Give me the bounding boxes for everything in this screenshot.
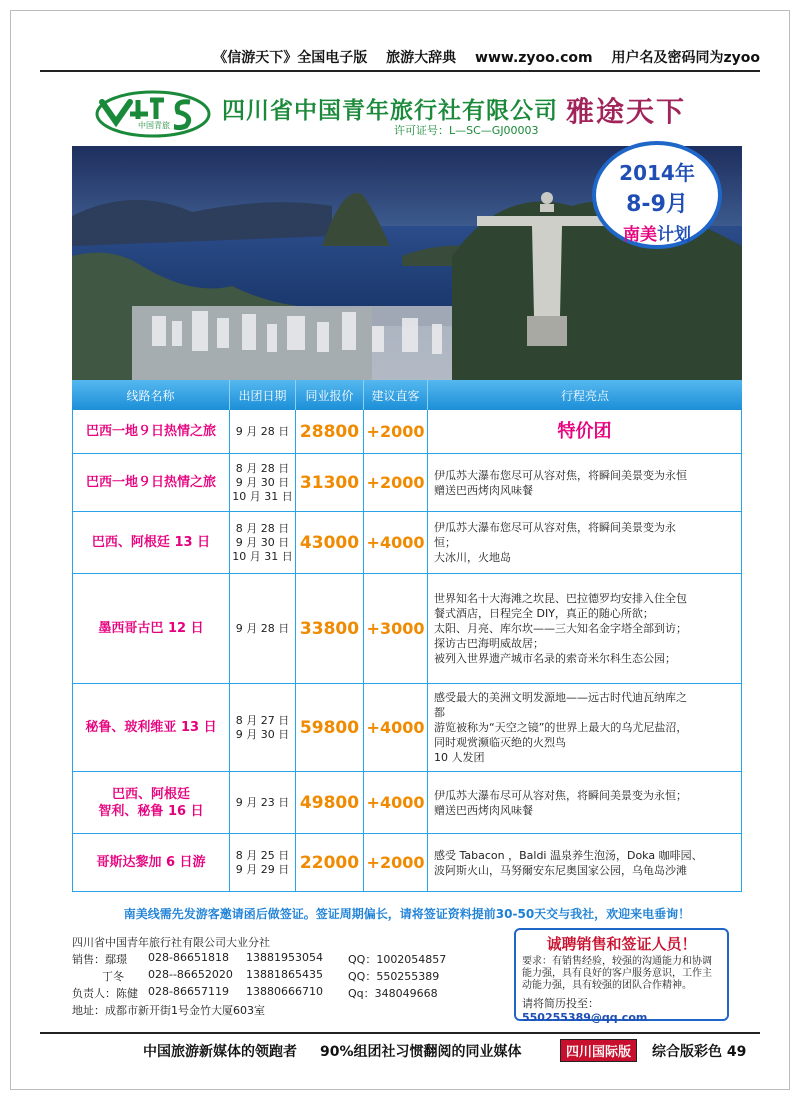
- retail-markup: +4000: [364, 684, 428, 772]
- recruit-box: [514, 928, 729, 1024]
- table-header-cell: 线路名称: [72, 380, 230, 410]
- itinerary-highlights: 伊瓜苏大瀑布您尽可从容对焦，将瞬间美景变为永 恒； 大冰川，火地岛: [428, 512, 742, 574]
- route-name: 巴西、阿根廷 13 日: [72, 512, 230, 574]
- trade-price: 28800: [296, 410, 364, 454]
- table-header-row: [72, 380, 742, 410]
- login-note: 用户名及密码同为zyoo: [611, 50, 760, 66]
- visa-notice: 南美线需先发游客邀请函后做签证。签证周期偏长，请将签证资料提前30-50天交与我社，欢迎来电垂询！: [123, 907, 691, 921]
- retail-markup: +2000: [364, 834, 428, 892]
- footer-slogan-2: 90%组团社习惯翻阅的同业媒体: [320, 1044, 522, 1060]
- sales1-label: 销售：鄢璟: [72, 953, 127, 966]
- route-name: 巴西一地９日热情之旅: [72, 410, 230, 454]
- itinerary-highlights: 伊瓜苏大瀑布尽可从容对焦，将瞬间美景变为永恒； 赠送巴西烤肉风味餐: [428, 772, 742, 834]
- badge-region: 南美计划: [623, 225, 691, 245]
- route-name: 哥斯达黎加 6 日游: [72, 834, 230, 892]
- table-row[interactable]: [72, 684, 742, 772]
- sales1-phone[interactable]: 028-86651818: [148, 951, 229, 964]
- departure-dates: 8 月 25 日 9 月 29 日: [230, 834, 296, 892]
- sales1-mobile[interactable]: 13881953054: [246, 951, 323, 964]
- departure-dates: 9 月 28 日: [230, 410, 296, 454]
- manager-qq[interactable]: Qq：348049668: [348, 987, 438, 1000]
- itinerary-highlights: 伊瓜苏大瀑布您尽可从容对焦，将瞬间美景变为永恒 赠送巴西烤肉风味餐: [428, 454, 742, 512]
- recruit-mail-line: 请将简历投至：550255389@qq.com: [522, 997, 648, 1024]
- table-header-cell: 同业报价: [296, 380, 364, 410]
- sales1-qq[interactable]: QQ：1002054857: [348, 953, 447, 966]
- recruit-title: 诚聘销售和签证人员！: [546, 935, 697, 953]
- trade-price: 43000: [296, 512, 364, 574]
- trade-price: 33800: [296, 574, 364, 684]
- itinerary-highlights: 特价团: [428, 410, 742, 454]
- badge-year: 2014年: [619, 161, 695, 185]
- itinerary-highlights: 世界知名十大海滩之坎昆、巴拉德罗均安排入住全包 餐式酒店，日程完全 DIY，真正的随心所欲； 太阳、月亮、库尔坎——三大知名金字塔全部到访； 探访古巴海明威故居； 被列入世界遗产城市名录的索奇米尔科生态公园；: [428, 574, 742, 684]
- manager-phone[interactable]: 028-86657119: [148, 985, 229, 998]
- sales2-phone[interactable]: 028--86652020: [148, 968, 233, 981]
- itinerary-highlights: 感受 Tabacon ，Baldi 温泉养生泡汤，Doka 咖啡园、 波阿斯火山，马努爾安东尼奥国家公园，乌龟岛沙滩: [428, 834, 742, 892]
- retail-markup: +3000: [364, 574, 428, 684]
- page-footer: [40, 1032, 760, 1060]
- retail-markup: +4000: [364, 772, 428, 834]
- manager-label: 负责人：陈健: [72, 987, 138, 1000]
- trade-price: 22000: [296, 834, 364, 892]
- page-number: 综合版彩色 49: [652, 1044, 747, 1060]
- company-header: [72, 84, 742, 146]
- manager-mobile[interactable]: 13880666710: [246, 985, 323, 998]
- table-row[interactable]: [72, 454, 742, 512]
- table-row[interactable]: [72, 574, 742, 684]
- trade-price: 49800: [296, 772, 364, 834]
- departure-dates: 8 月 27 日 9 月 30 日: [230, 684, 296, 772]
- route-name: 巴西一地９日热情之旅: [72, 454, 230, 512]
- contact-block: [72, 934, 512, 1026]
- badge-months: 8-9月: [626, 192, 688, 217]
- plan-badge: [592, 141, 722, 249]
- top-bar: [40, 47, 760, 72]
- route-name: 巴西、阿根廷 智利、秘鲁 16 日: [72, 772, 230, 834]
- retail-markup: +2000: [364, 454, 428, 512]
- departure-dates: 9 月 28 日: [230, 574, 296, 684]
- dictionary-title: 旅游大辞典: [386, 50, 457, 66]
- company-name: 四川省中国青年旅行社有限公司: [222, 98, 558, 124]
- address: 地址：成都市新开街1号金竹大厦603室: [72, 1004, 265, 1017]
- route-name: 秘鲁、玻利维亚 13 日: [72, 684, 230, 772]
- route-name: 墨西哥古巴 12 日: [72, 574, 230, 684]
- departure-dates: 8 月 28 日 9 月 30 日 10 月 31 日: [230, 512, 296, 574]
- recruit-email[interactable]: 550255389@qq.com: [522, 1011, 648, 1024]
- footer-slogan-1: 中国旅游新媒体的领跑者: [143, 1044, 297, 1060]
- retail-markup: +4000: [364, 512, 428, 574]
- sales2-label: 丁冬: [102, 970, 124, 983]
- edition-tag: 四川国际版: [560, 1039, 637, 1062]
- sales2-mobile[interactable]: 13881865435: [246, 968, 323, 981]
- svg-text:中国青旅: 中国青旅: [138, 121, 170, 130]
- route-table: [72, 380, 742, 892]
- table-header-cell: 行程亮点: [428, 380, 742, 410]
- site-url[interactable]: www.zyoo.com: [475, 50, 593, 66]
- trade-price: 31300: [296, 454, 364, 512]
- table-header-cell: 建议直客: [364, 380, 428, 410]
- departure-dates: 8 月 28 日 9 月 30 日 10 月 31 日: [230, 454, 296, 512]
- license-number: 许可证号：L—SC—GJ00003: [394, 124, 539, 137]
- retail-markup: +2000: [364, 410, 428, 454]
- branch-name: 四川省中国青年旅行社有限公司大业分社: [72, 936, 270, 949]
- table-row[interactable]: [72, 410, 742, 454]
- cyts-logo-icon: [94, 88, 212, 140]
- table-row[interactable]: [72, 512, 742, 574]
- publication-title: 《信游天下》全国电子版: [213, 50, 368, 66]
- table-row[interactable]: [72, 834, 742, 892]
- trade-price: 59800: [296, 684, 364, 772]
- departure-dates: 9 月 23 日: [230, 772, 296, 834]
- brand-title: 雅途天下: [566, 95, 687, 128]
- recruit-requirements: 要求：有销售经验，较强的沟通能力和协调能力强，具有良好的客户服务意识，工作主动能力强，具有较强的团队合作精神。: [522, 956, 712, 991]
- table-header-cell: 出团日期: [230, 380, 296, 410]
- itinerary-highlights: 感受最大的美洲文明发源地——远古时代迪瓦纳库之 都 游览被称为“天空之镜”的世界上最大的乌尤尼盐沼， 同时观赏濒临灭绝的火烈鸟 10 人发团: [428, 684, 742, 772]
- sales2-qq[interactable]: QQ：550255389: [348, 970, 440, 983]
- table-row[interactable]: [72, 772, 742, 834]
